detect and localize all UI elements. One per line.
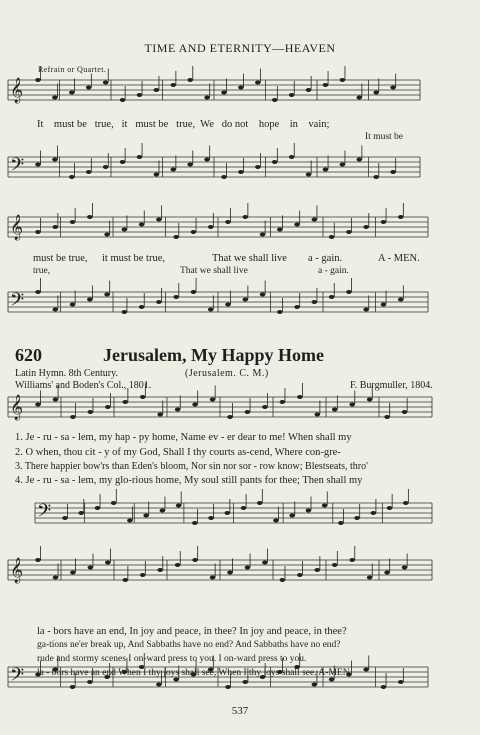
note-head [139,223,145,227]
hymn-tune: (Jerusalem. C. M.) [185,368,269,379]
note-head [227,571,233,575]
note-head [170,168,176,172]
note-head [62,516,68,520]
hymn-title: Jerusalem, My Happy Home [103,345,324,365]
note-head [225,303,231,307]
note-head [103,81,109,85]
note-head [139,305,145,309]
note-head [52,225,58,229]
note-head [70,685,76,689]
verse-1-line-1: 1. Je - ru - sa - lem, my hap - py home, Name ev - er dear to me! When shall my [15,432,352,443]
note-head [88,410,94,414]
note-head [280,578,286,582]
note-head [297,573,303,577]
note-head [111,501,117,505]
note-head [363,225,369,229]
note-head [70,220,76,224]
note-head [35,558,41,562]
note-head [52,308,58,312]
note-head [140,573,146,577]
note-head [273,519,279,523]
note-head [277,310,283,314]
note-head [192,521,198,525]
refrain-label: Refrain or Quartet. [38,65,107,74]
note-head [272,98,278,102]
refrain-lyric-2e: A - MEN. [378,253,420,264]
note-head [225,220,231,224]
note-head [289,155,295,159]
note-head [35,230,41,234]
note-head [332,563,338,567]
note-head [192,403,198,407]
note-head [242,680,248,684]
refrain-lyric-2f: true, [33,266,51,276]
note-head [322,504,328,508]
note-head [86,86,92,90]
note-head [156,683,162,687]
note-head [104,233,110,237]
note-head [208,516,214,520]
note-head [143,514,149,518]
note-head [122,400,128,404]
note-head [105,561,111,565]
note-head [255,165,261,169]
note-head [306,509,312,513]
note-head [323,168,329,172]
note-head [257,501,263,505]
note-head [176,504,182,508]
treble-clef-icon: 𝄞 [10,395,24,420]
note-head [227,415,233,419]
note-head [387,506,393,510]
refrain-lyric-2d: a - gain. [308,253,343,264]
note-head [170,83,176,87]
bass-clef-icon: 𝄢 [10,155,25,180]
note-head [402,410,408,414]
note-head [245,410,251,414]
note-head [238,170,244,174]
note-head [187,78,193,82]
note-head [120,160,126,164]
note-head [312,218,318,222]
note-head [381,303,387,307]
note-head [122,578,128,582]
refrain-lyric-2a: must be true, [33,253,88,264]
note-head [363,308,369,312]
note-head [329,295,335,299]
note-head [86,170,92,174]
note-head [53,398,59,402]
note-head [221,91,227,95]
refrain-lyric-2c: That we shall live [212,253,287,264]
note-head [367,398,373,402]
note-head [332,408,338,412]
note-head [289,514,295,518]
note-head [105,405,111,409]
hymn-collection: Williams' and Boden's Col., 1801. [15,380,152,391]
note-head [173,678,179,682]
note-head [272,160,278,164]
note-head [210,576,216,580]
note-head [157,568,163,572]
note-head [390,170,396,174]
note-head [122,228,128,232]
note-head [289,93,295,97]
note-head [306,88,312,92]
note-head [52,96,58,100]
note-head [157,413,163,417]
note-head [173,235,179,239]
note-head [312,300,318,304]
note-head [398,680,404,684]
note-head [154,88,160,92]
note-head [224,511,230,515]
note-head [294,305,300,309]
note-head [221,175,227,179]
note-head [173,295,179,299]
hymn-composer: F. Burgmuller, 1804. [350,380,433,391]
note-head [373,175,379,179]
note-head [262,561,268,565]
note-head [346,230,352,234]
treble-clef-icon: 𝄞 [10,558,24,583]
note-head [78,511,84,515]
note-head [314,413,320,417]
note-head [354,516,360,520]
note-head [104,293,110,297]
note-head [338,521,344,525]
verse-1-line-2: la - bors have an end, In joy and peace, in thee? In joy and peace, in thee? [37,626,347,637]
note-head [294,223,300,227]
note-head [35,78,41,82]
note-head [381,685,387,689]
refrain-lyric-1a: It must be true, it must be true, We do not hope in vain; [37,119,330,130]
note-head [95,506,101,510]
note-head [312,683,318,687]
note-head [381,220,387,224]
note-head [340,78,346,82]
note-head [260,293,266,297]
note-head [371,511,377,515]
note-head [210,398,216,402]
note-head [69,175,75,179]
refrain-lyric-1-lower: It must be [365,132,403,142]
hymn-source: Latin Hymn. 8th Century. [15,368,118,379]
note-head [137,155,143,159]
verse-2-line-2: ga-tions ne'er break up, And Sabbaths have no end? And Sabbaths have no end? [37,640,341,650]
note-head [52,158,58,162]
note-head [306,173,312,177]
note-head [208,225,214,229]
verse-4-line-2: la - bors have an end When I thy joys shall see, When I thy joys shall see. A-MEN. [37,668,352,678]
note-head [402,566,408,570]
verse-2-line-1: 2. O when, thou cit - y of my God, Shall I thy courts as-cend, Where con-gre- [15,447,341,458]
note-head [398,215,404,219]
note-head [156,300,162,304]
note-head [122,310,128,314]
verse-3-line-2: rude and stormy scenes I on-ward press to you. I on-ward press to you. [37,654,307,664]
note-head [329,235,335,239]
note-head [70,415,76,419]
note-head [87,215,93,219]
note-head [314,568,320,572]
note-head [356,158,362,162]
bass-clef-icon: 𝄢 [10,290,25,315]
note-head [70,303,76,307]
verse-3-line-1: 3. There happier bow'rs than Eden's bloom, Nor sin nor sor - row know; Blestseats, thro' [15,461,368,472]
note-head [120,98,126,102]
note-head [363,668,369,672]
note-head [53,576,59,580]
note-head [137,93,143,97]
note-head [255,81,261,85]
note-head [403,501,409,505]
note-head [323,83,329,87]
note-head [87,298,93,302]
note-head [69,91,75,95]
hymn-number: 620 [15,345,42,365]
note-head [245,566,251,570]
bass-clef-icon: 𝄢 [37,501,52,526]
note-head [204,158,210,162]
note-head [192,558,198,562]
verse-4-line-1: 4. Je - ru - sa - lem, my glo-rious home, My soul still pants for thee; Then shall my [15,475,363,486]
note-head [297,395,303,399]
note-head [127,519,133,523]
note-head [349,403,355,407]
note-head [154,173,160,177]
note-head [384,415,390,419]
note-head [156,218,162,222]
note-head [88,566,94,570]
note-head [175,408,181,412]
note-head [140,395,146,399]
note-head [191,290,197,294]
note-head [373,91,379,95]
note-head [349,558,355,562]
note-head [242,215,248,219]
treble-clef-icon: 𝄞 [10,215,24,240]
note-head [260,233,266,237]
note-head [238,86,244,90]
note-head [191,230,197,234]
treble-clef-icon: 𝄞 [10,78,24,103]
refrain-lyric-2h: a - gain. [318,266,349,276]
refrain-lyric-2b: it must be true, [102,253,165,264]
note-head [175,563,181,567]
page-header: TIME AND ETERNITY—HEAVEN [144,41,336,55]
note-head [70,571,76,575]
note-head [277,228,283,232]
note-head [225,685,231,689]
note-head [208,308,214,312]
note-head [398,298,404,302]
note-head [356,96,362,100]
note-head [346,290,352,294]
page-number: 537 [231,705,249,717]
refrain-lyric-2g: That we shall live [180,266,248,276]
note-head [340,163,346,167]
note-head [329,678,335,682]
note-head [204,96,210,100]
note-head [160,509,166,513]
note-head [241,506,247,510]
note-head [390,86,396,90]
note-head [280,400,286,404]
note-head [87,680,93,684]
note-head [262,405,268,409]
note-head [35,290,41,294]
note-head [35,163,41,167]
bass-clef-icon: 𝄢 [10,665,25,690]
note-head [242,298,248,302]
note-head [35,403,41,407]
note-head [103,165,109,169]
note-head [367,576,373,580]
note-head [384,571,390,575]
note-head [187,163,193,167]
